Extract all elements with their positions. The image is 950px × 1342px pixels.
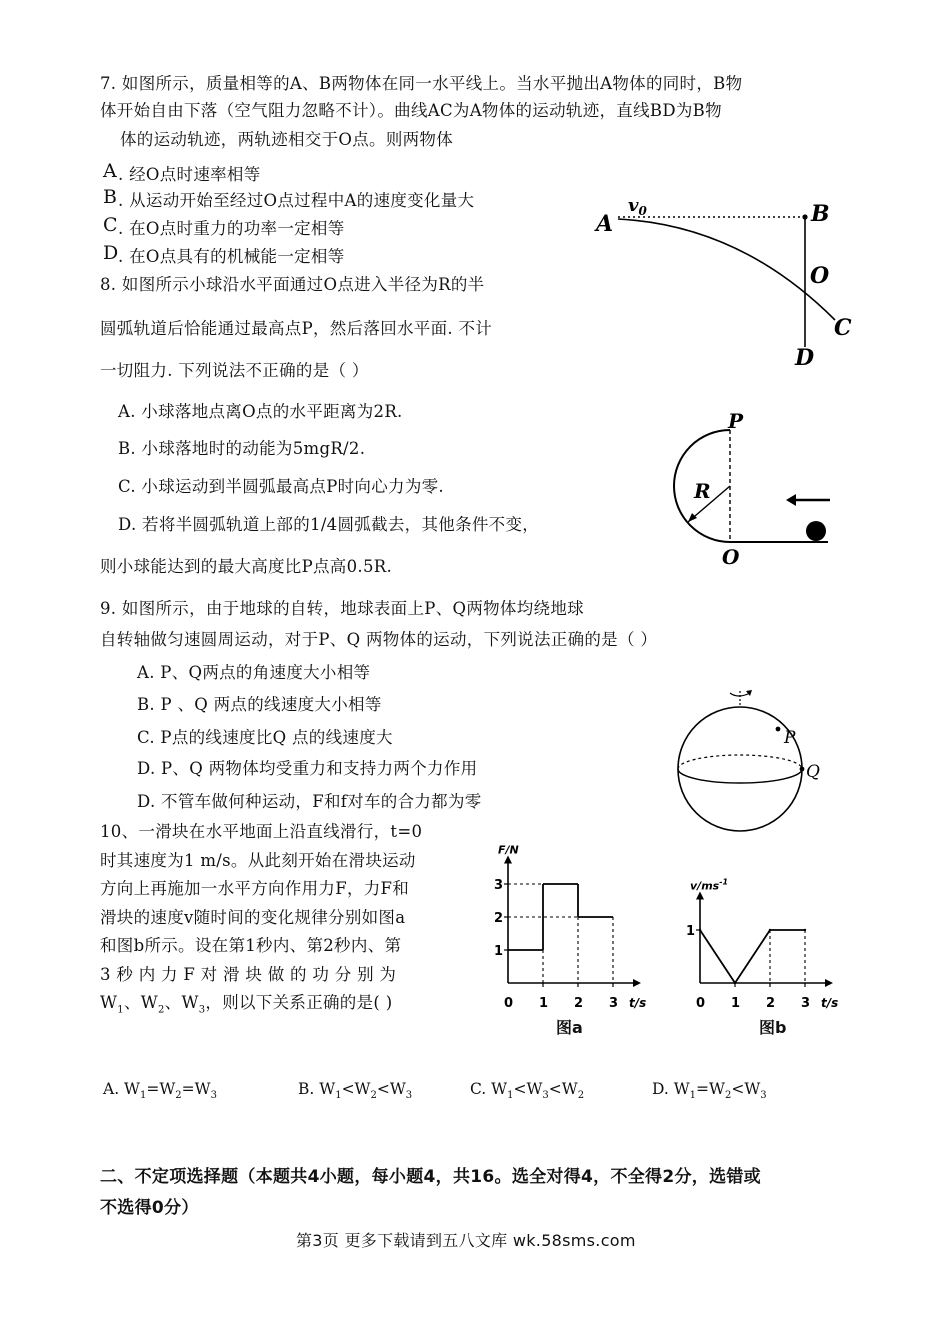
section2-heading-line1: 二、不定项选择题（本题共4小题，每小题4，共16。选全对得4，不全得2分，选错或 (100, 1167, 761, 1187)
q7-option-c-letter: C (103, 214, 118, 236)
chart-a-ytick-1: 2 (494, 911, 504, 926)
q10-line7: $W_1$、$W_2$、$W_3$，则以下关系正确的是( ) (100, 993, 393, 1016)
chart-a-x-arrow (633, 979, 641, 987)
chart-b-point-0 (699, 929, 701, 931)
chart-b-velocity (672, 845, 852, 1010)
chart-b-point-1 (734, 982, 736, 984)
q8-fig-label-p: P (728, 409, 744, 433)
chart-b-xtick-1: 1 (731, 996, 741, 1011)
q10-line6: 3 秒 内 力 F 对 滑 块 做 的 功 分 别 为 (100, 965, 397, 984)
chart-b-xtick-3: 3 (801, 996, 811, 1011)
q9-option-b: B. P 、Q 两点的线速度大小相等 (137, 695, 382, 714)
q10-answer-a: A. $W_1=W_2=W_3$ (103, 1080, 217, 1102)
q10-answer-b: B. $W_1<W_2<W_3$ (298, 1080, 413, 1102)
chart-a-y-arrow (504, 856, 512, 864)
section2-heading-line2: 不选得0分） (100, 1198, 199, 1218)
q7-fig-label-o: O (810, 263, 830, 289)
q9-option-c: C. P点的线速度比Q 点的线速度大 (137, 728, 393, 747)
chart-b-series-line (700, 930, 805, 983)
q9-fig-label-p: P (784, 728, 796, 748)
q9-option-a: A. P、Q两点的角速度大小相等 (137, 663, 371, 682)
q9-fig-equator-front (678, 769, 802, 783)
q8-fig-radius-arrowhead (688, 513, 697, 522)
q9-fig-point-p (776, 727, 781, 732)
q8-line1: 8. 如图所示小球沿水平面通过O点进入半径为R的半 (100, 275, 485, 294)
q10-line4: 滑块的速度v随时间的变化规律分别如图a (100, 908, 406, 927)
q9-fig-rotation-arrow (730, 693, 750, 696)
q10-line3: 方向上再施加一水平方向作用力F，力F和 (100, 879, 410, 898)
q7-option-c-text: . 在O点时重力的功率一定相等 (118, 219, 345, 238)
q9-figure (660, 685, 840, 835)
q9-fig-rotation-arrowhead (746, 690, 752, 696)
q7-fig-label-c: C (834, 315, 852, 341)
q8-option-a: A. 小球落地点离O点的水平距离为2R. (118, 402, 403, 421)
q8-fig-label-o: O (722, 545, 740, 569)
chart-b-point-2 (769, 929, 771, 931)
chart-b-xtick-0: 0 (696, 996, 706, 1011)
q8-figure (650, 410, 850, 570)
chart-b-y-arrow (696, 892, 704, 900)
q9-line1: 9. 如图所示，由于地球的自转，地球表面上P、Q两物体均绕地球 (100, 599, 584, 618)
chart-b-x-arrow (825, 979, 833, 987)
q7-fig-label-a: A (596, 211, 614, 237)
chart-b-xtick-2: 2 (766, 996, 776, 1011)
q7-option-a-letter: A (103, 160, 117, 182)
q10-answer-d: D. $W_1=W_2<W_3$ (652, 1080, 767, 1102)
chart-a-caption: 图a (556, 1018, 583, 1037)
q7-fig-label-b: B (811, 201, 830, 227)
q7-fig-label-v: $v_0$ (628, 195, 647, 218)
q7-fig-label-d: D (795, 345, 815, 371)
q9-fig-equator-back (678, 755, 802, 769)
q7-line3: 体的运动轨迹，两轨迹相交于O点。则两物体 (120, 130, 454, 149)
chart-a-force (478, 825, 648, 1010)
q8-option-d: D. 若将半圆弧轨道上部的1/4圆弧截去，其他条件不变， (118, 515, 540, 534)
q9-line2: 自转轴做匀速圆周运动，对于P、Q 两物体的运动，下列说法正确的是（ ） (100, 630, 658, 649)
q8-line3: 一切阻力. 下列说法不正确的是（ ） (100, 361, 369, 380)
chart-a-xtick-0: 0 (504, 996, 514, 1011)
q9-fig-sphere (678, 707, 802, 831)
q7-option-b-letter: B (103, 186, 117, 208)
chart-b-xlabel: t/s (821, 996, 839, 1010)
q7-option-a-text: . 经O点时速率相等 (118, 165, 261, 184)
q7-fig-curve-ac (618, 219, 835, 320)
chart-b-ylabel-sup: -1 (719, 877, 729, 887)
chart-a-ylabel: F/N (498, 843, 519, 857)
q7-option-d-text: . 在O点具有的机械能一定相等 (118, 247, 345, 266)
q10-line1: 10、一滑块在水平地面上沿直线滑行，t=0 (100, 822, 423, 841)
q8-option-b: B. 小球落地时的动能为5mgR/2. (118, 439, 366, 458)
chart-a-ytick-2: 3 (494, 878, 504, 893)
q10-line2: 时其速度为1 m/s。从此刻开始在滑块运动 (100, 851, 416, 870)
chart-a-xtick-3: 3 (609, 996, 619, 1011)
q9-fig-label-q: Q (806, 762, 820, 782)
q9-option-d-extra: D. 不管车做何种运动，F和f对车的合力都为零 (137, 792, 482, 811)
q9-fig-point-q (800, 767, 805, 772)
chart-b-ylabel: $v/ms^{-1}$ (690, 877, 729, 893)
chart-a-ytick-0: 1 (494, 944, 504, 959)
chart-b-ytick-0: 1 (686, 924, 696, 939)
q8-continuation: 则小球能达到的最大高度比P点高0.5R. (100, 557, 393, 576)
q8-option-c: C. 小球运动到半圆弧最高点P时向心力为零. (118, 477, 444, 496)
chart-b-caption: 图b (759, 1018, 787, 1037)
page-footer: 第3页 更多下载请到五八文库 wk.58sms.com (296, 1231, 636, 1250)
q8-line2: 圆弧轨道后恰能通过最高点P，然后落回水平面. 不计 (100, 319, 493, 338)
q10-line5: 和图b所示。设在第1秒内、第2秒内、第 (100, 936, 402, 955)
chart-a-xtick-1: 1 (539, 996, 549, 1011)
chart-a-xtick-2: 2 (574, 996, 584, 1011)
q10-answer-c: C. $W_1<W_3<W_2$ (470, 1080, 585, 1102)
q8-fig-label-r: R (694, 479, 711, 503)
q7-option-b-text: . 从运动开始至经过O点过程中A的速度变化量大 (118, 191, 475, 210)
q9-option-d: D. P、Q 两物体均受重力和支持力两个力作用 (137, 759, 478, 778)
chart-a-xlabel: t/s (629, 996, 647, 1010)
chart-b-point-3 (804, 929, 806, 931)
q7-line2: 体开始自由下落（空气阻力忽略不计）。曲线AC为A物体的运动轨迹，直线BD为B物 (100, 101, 722, 120)
q7-line1: 7. 如图所示，质量相等的A、B两物体在同一水平线上。当水平抛出A物体的同时，B物 (100, 74, 743, 93)
q7-figure (590, 185, 860, 375)
q7-option-d-letter: D (103, 242, 119, 264)
q8-fig-ball (806, 521, 826, 541)
q8-fig-velocity-arrowhead (786, 494, 796, 506)
